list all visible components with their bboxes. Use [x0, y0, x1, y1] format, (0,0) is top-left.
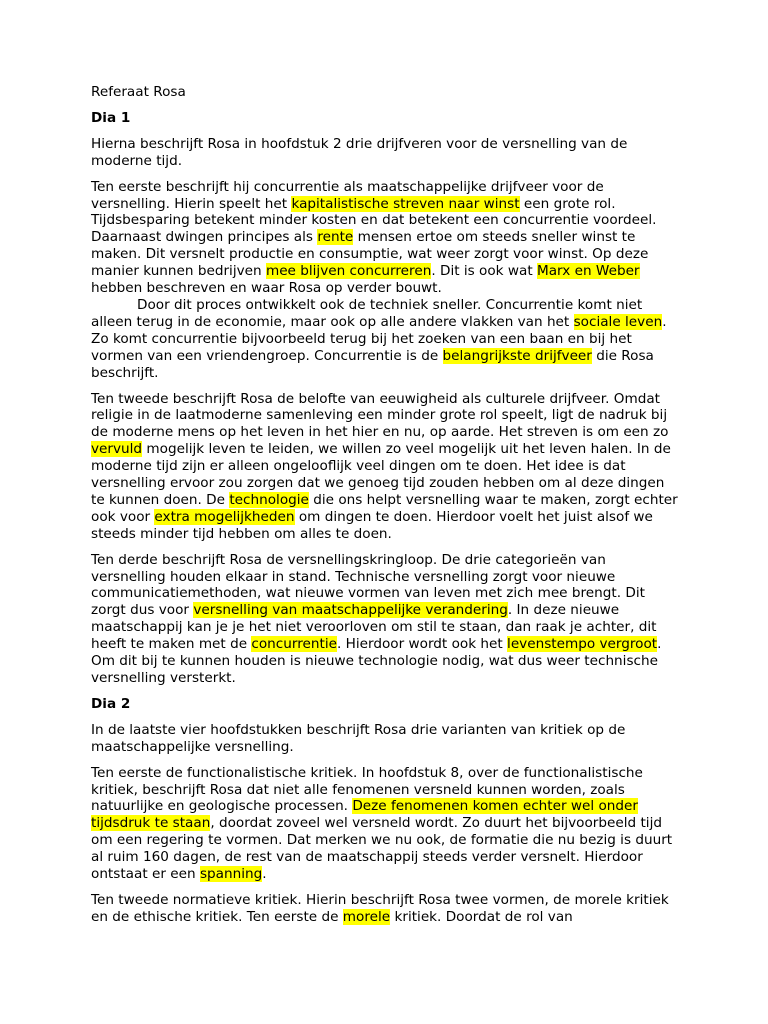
text-run: kritiek. Doordat de rol van — [390, 908, 573, 925]
paragraph — [91, 391, 678, 543]
text-run: Ten tweede beschrijft Rosa de belofte van eeuwigheid als culturele drijfveer. Omdat religie in de laatmoderne samenleving een minder grote rol speelt, ligt de nadruk bij de moderne mens op het leven in het hier en nu, op aarde. Het streven is om een zo — [91, 390, 669, 441]
text-run: . Hierdoor wordt ook het — [336, 636, 508, 653]
highlighted-text: levenstempo vergroot — [507, 636, 658, 653]
paragraph — [91, 136, 678, 170]
text-run: . In deze nieuwe maatschappij kan je je het niet veroorloven om stil te staan, dan raak je achter, dit heeft te maken met de — [91, 602, 657, 653]
highlighted-text: kapitalistische streven naar winst — [291, 195, 520, 212]
text-run: . — [262, 866, 267, 883]
text-run: die ons helpt versnelling waar te maken, zorgt echter ook voor — [91, 491, 678, 525]
paragraph — [91, 179, 678, 382]
text-run: Hierna beschrijft Rosa in hoofdstuk 2 drie drijfveren voor de versnelling van de moderne tijd. — [91, 135, 628, 169]
highlighted-text: sociale leven — [573, 313, 663, 330]
text-run: Ten eerste de functionalistische kritiek. In hoofdstuk 8, over de functionalistische kritiek, beschrijft Rosa dat niet alle fenomenen versneld kunnen worden, zoals natuurlijke en geologische processen. — [91, 764, 643, 815]
highlighted-text: versnelling van maatschappelijke verandering — [193, 602, 508, 619]
section-heading: Dia 1 — [91, 109, 131, 126]
highlighted-text: concurrentie — [251, 636, 337, 653]
highlighted-text: technologie — [229, 491, 309, 508]
highlighted-text: mee blijven concurreren — [265, 263, 432, 280]
highlighted-text: morele — [342, 908, 391, 925]
text-run: , doordat zoveel wel versneld wordt. Zo duurt het bijvoorbeeld tijd om een regering te vormen. Dat merken we nu ook, de formatie die nu bezig is duurt al ruim 160 dagen, de rest van de maatschappij steeds verder versnelt. Hierdoor ontstaat er een — [91, 815, 673, 883]
text-run: Ten eerste beschrijft hij concurrentie als maatschappelijke drijfveer voor de versnelling. Hierin speelt het — [91, 178, 604, 212]
paragraph — [91, 765, 678, 883]
text-run: . Dit is ook wat — [431, 263, 537, 280]
text-run: In de laatste vier hoofdstukken beschrijft Rosa drie varianten van kritiek op de maatschappelijke versnelling. — [91, 721, 626, 755]
document-body — [91, 110, 678, 926]
section-heading: Dia 2 — [91, 695, 131, 712]
paragraph — [91, 722, 678, 756]
text-run: . Om dit bij te kunnen houden is nieuwe technologie nodig, wat dus weer technische versnelling versterkt. — [91, 636, 662, 686]
text-run: hebben beschreven en waar Rosa op verder bouwt. — [91, 280, 442, 297]
text-run: die Rosa beschrijft. — [91, 347, 654, 381]
text-run: Ten tweede normatieve kritiek. Hierin beschrijft Rosa twee vormen, de morele kritiek en de ethische kritiek. Ten eerste de — [91, 891, 669, 925]
highlighted-text: extra mogelijkheden — [154, 508, 295, 525]
highlighted-text: spanning — [199, 866, 263, 883]
highlighted-text: vervuld — [91, 441, 143, 458]
highlighted-text: rente — [317, 229, 354, 246]
text-run: mensen ertoe om steeds sneller winst te maken. Dit versnelt productie en consumptie, wat weer zorgt voor winst. Op deze manier kunnen bedrijven — [91, 229, 649, 280]
highlighted-text: belangrijkste drijfveer — [442, 347, 592, 364]
highlighted-text: Marx en Weber — [536, 263, 640, 280]
document-title: Referaat Rosa — [91, 84, 186, 100]
text-run: Door dit proces ontwikkelt ook de techniek sneller. Concurrentie komt niet alleen terug in de economie, maar ook op alle andere vlakken van het — [91, 296, 643, 330]
paragraph — [91, 892, 678, 926]
text-run: om dingen te doen. Hierdoor voelt het juist alsof we steeds minder tijd hebben om alles te doen. — [91, 508, 653, 542]
text-run: een grote rol. Tijdsbesparing betekent minder kosten en dat betekent een concurrentie voordeel. Daarnaast dwingen principes als — [91, 195, 657, 246]
highlighted-text: Deze fenomenen komen echter wel onder tijdsdruk te staan — [91, 798, 638, 832]
text-run: Ten derde beschrijft Rosa de versnellingskringloop. De drie categorieën van versnelling houden elkaar in stand. Technische versnelling zorgt voor nieuwe communicatiemethoden, wat nieuwe vormen van leven met zich mee brengt. Dit zorgt dus voor — [91, 551, 645, 619]
text-run: mogelijk leven te leiden, we willen zo veel mogelijk uit het leven halen. In de moderne tijd zijn er alleen ongelooflijk veel dingen om te doen. Het idee is dat versnelling ervoor zou zorgen dat we genoeg tijd zouden hebben om al deze dingen te kunnen doen. De — [91, 441, 671, 508]
paragraph — [91, 552, 678, 687]
text-run: . Zo komt concurrentie bijvoorbeeld terug bij het zoeken van een baan en bij het vormen van een vriendengroep. Concurrentie is de — [91, 313, 667, 364]
